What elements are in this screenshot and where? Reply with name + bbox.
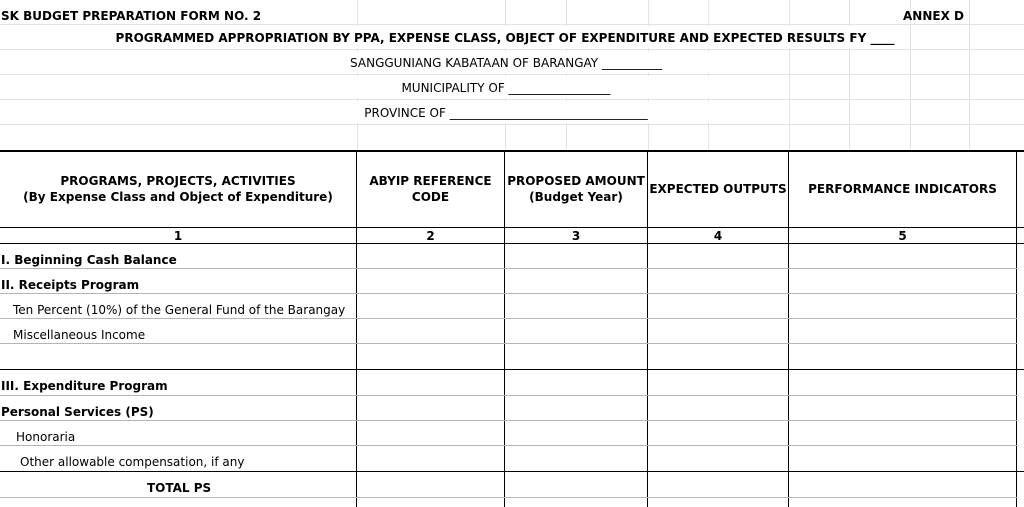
table-row-beginning-cash: I. Beginning Cash Balance — [1, 253, 177, 267]
column-divider — [1016, 150, 1017, 507]
form-number: SK BUDGET PREPARATION FORM NO. 2 — [1, 9, 262, 23]
gridline — [566, 0, 567, 150]
table-row-receipts-program: II. Receipts Program — [1, 278, 140, 292]
column-number: 4 — [713, 229, 723, 243]
gridline — [969, 0, 970, 150]
column-number: 5 — [898, 229, 907, 243]
gridline — [0, 99, 1024, 100]
gridline — [0, 49, 1024, 50]
table-row-expenditure-program: III. Expenditure Program — [1, 379, 168, 393]
header-expected-outputs: EXPECTED OUTPUTS — [649, 181, 787, 196]
gridline — [0, 124, 1024, 125]
row-line — [0, 343, 1017, 344]
header-performance-indicators: PERFORMANCE INDICATORS — [808, 181, 997, 196]
table-row-misc-income: Miscellaneous Income — [13, 328, 146, 342]
gridline — [648, 0, 649, 150]
table-row-total-ps: TOTAL PS — [147, 481, 212, 495]
province-line: PROVINCE OF _________________________________ — [364, 106, 648, 120]
gridline — [708, 0, 709, 150]
gridline — [789, 0, 790, 150]
column-number: 3 — [571, 229, 581, 243]
gridline — [849, 0, 850, 150]
header-bottom-border — [0, 227, 1024, 228]
number-row-border — [0, 243, 1024, 244]
column-number: 1 — [173, 229, 183, 243]
table-row-honoraria: Honoraria — [16, 430, 76, 444]
gridline — [505, 0, 506, 150]
form-title: PROGRAMMED APPROPRIATION BY PPA, EXPENSE CLASS, OBJECT OF EXPENDITURE AND EXPECTED RESULTS FY ____ — [115, 31, 895, 45]
annex-label: ANNEX D — [903, 9, 964, 23]
row-line — [0, 293, 1017, 294]
header-proposed-amount: PROPOSED AMOUNT (Budget Year) — [507, 173, 645, 204]
gridline — [357, 0, 358, 150]
table-row-other-compensation: Other allowable compensation, if any — [20, 455, 245, 469]
row-line — [0, 445, 1017, 446]
column-number: 2 — [426, 229, 435, 243]
barangay-line: SANGGUNIANG KABATAAN OF BARANGAY __________ — [350, 56, 662, 70]
row-line — [0, 369, 1024, 370]
gridline — [0, 74, 1024, 75]
municipality-line: MUNICIPALITY OF _________________ — [401, 81, 611, 95]
table-row-personal-services: Personal Services (PS) — [1, 405, 154, 419]
gridline — [0, 24, 1024, 25]
table-row-ten-percent: Ten Percent (10%) of the General Fund of the Barangay — [13, 303, 346, 317]
header-abyip-code: ABYIP REFERENCE CODE — [369, 173, 492, 204]
header-ppa: PROGRAMS, PROJECTS, ACTIVITIES (By Expense Class and Object of Expenditure) — [23, 173, 333, 204]
